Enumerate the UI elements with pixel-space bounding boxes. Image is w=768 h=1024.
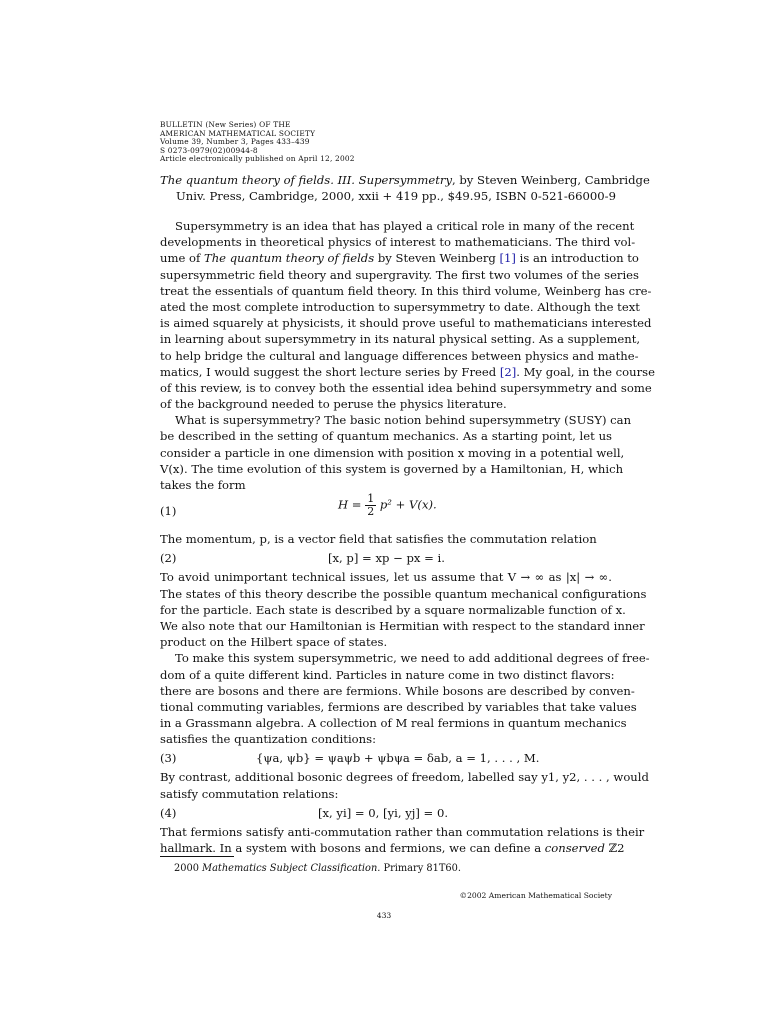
text-line: takes the form [160,478,246,492]
text-line: The momentum, p, is a vector field that satisfies the commutation relation [160,532,597,547]
eq-rhs: p² + V(x). [379,497,437,512]
text-line: product on the Hilbert space of states. [160,635,388,650]
text-line: ated the most complete introduction to supersymmetry to date. Although the text [160,299,640,314]
text-line: To avoid unimportant technical issues, let us assume that V → ∞ as |x| → ∞. [160,570,612,585]
text-line: of the background needed to peruse the physics literature. [160,397,507,412]
emphasis: conserved [544,841,605,855]
copyright-notice: ©2002 American Mathematical Society [459,891,612,900]
article-body [160,218,655,856]
header-line: BULLETIN (New Series) OF THE [160,120,291,129]
text-line: to help bridge the cultural and language differences between physics and mathe- [160,348,639,363]
text-run: . My goal, in the course [516,364,655,379]
citation-link[interactable]: [2] [499,364,517,379]
text-line: We also note that our Hamiltonian is Hermitian with respect to the standard inner [160,618,645,633]
review-title-line-1 [160,173,650,189]
equation-3 [160,747,612,769]
page-number: 433 [376,911,392,920]
footnote-rule [160,856,234,857]
text-line: satisfies the quantization conditions: [160,732,376,747]
equation-1 [160,493,612,531]
fraction-denominator: 2 [367,505,375,519]
text-line: dom of a quite different kind. Particles in nature come in two distinct flavors: [160,667,615,682]
text-line: tional commuting variables, fermions are described by variables that take values [160,699,637,714]
equation-number: (3) [160,751,177,766]
footnote [174,863,614,875]
book-publication-info: Univ. Press, Cambridge, 2000, xxii + 419 pp., $49.95, ISBN 0-521-66000-9 [176,188,616,203]
text-run: by Steven Weinberg [374,251,500,266]
equation-expression [338,493,437,518]
header-line: S 0273-0979(02)00944-8 [160,145,258,155]
text-run: matics, I would suggest the short lecture series by Freed [160,364,500,379]
text-line: consider a particle in one dimension with position x moving in a potential well, [160,445,625,460]
equation-number: (4) [160,805,177,820]
text-line: satisfy commutation relations: [160,786,339,801]
eq-lhs: H = [338,497,366,512]
equation-expression: [x, p] = xp − px = i. [328,551,445,566]
footnote-year: 2000 [174,863,203,874]
equation-number: (1) [160,504,177,519]
text-line: developments in theoretical physics of interest to mathematicians. The third vol- [160,235,636,250]
book-title-ref: The quantum theory of fields [203,251,375,266]
header-line: AMERICAN MATHEMATICAL SOCIETY [160,128,316,138]
text-line: in a Grassmann algebra. A collection of M real fermions in quantum mechanics [160,716,627,731]
text-line: of this review, is to convey both the essential idea behind supersymmetry and some [160,380,652,395]
journal-header [160,121,620,164]
text-line: there are bosons and there are fermions. While bosons are described by conven- [160,683,635,698]
header-line: Article electronically published on April 12, 2002 [160,154,355,164]
text-line: V(x). The time evolution of this system is governed by a Hamiltonian, H, which [160,461,624,476]
text-run: hallmark. In a system with bosons and fermions, we can define a [160,841,545,855]
text-line: in learning about supersymmetry in its natural physical setting. As a supplement, [160,332,641,347]
book-author: , by Steven Weinberg, Cambridge [452,173,650,187]
equation-4 [160,802,612,824]
fraction-numerator: 1 [367,492,375,506]
text-line: By contrast, additional bosonic degrees of freedom, labelled say y1, y2, . . . , would [160,770,649,785]
text-line [160,250,639,266]
equation-expression: {ψa, ψb} = ψaψb + ψbψa = δab, a = 1, . . . , M. [256,751,540,766]
text-line: What is supersymmetry? The basic notion behind supersymmetry (SUSY) can [175,413,632,428]
text-line: is aimed squarely at physicists, it should prove useful to mathematicians interested [160,316,652,331]
text-line: supersymmetric field theory and supergravity. The first two volumes of the series [160,267,639,282]
review-title [160,173,650,204]
text-line: The states of this theory describe the possible quantum mechanical configurations [160,586,647,601]
text-line: for the particle. Each state is described by a square normalizable function of x. [160,602,626,617]
footnote-classification: Primary 81T60. [380,863,461,874]
book-title: The quantum theory of fields. III. Supersymmetry [160,173,453,187]
text-run: ume of [160,251,204,266]
text-line: Supersymmetry is an idea that has played a critical role in many of the recent [175,219,635,233]
citation-link[interactable]: [1] [499,251,516,266]
header-line: Volume 39, Number 3, Pages 433–439 [160,137,310,147]
text-line: be described in the setting of quantum mechanics. As a starting point, let us [160,429,612,444]
text-line: treat the essentials of quantum field theory. In this third volume, Weinberg has cre- [160,283,652,298]
equation-number: (2) [160,551,177,566]
text-line: To make this system supersymmetric, we need to add additional degrees of free- [175,651,650,666]
fraction [365,493,376,518]
text-line [160,364,655,380]
equation-expression: [x, yi] = 0, [yi, yj] = 0. [318,805,449,820]
text-run: ℤ2 [604,841,625,855]
text-run: is an introduction to [515,251,639,266]
text-line [160,840,625,856]
equation-2 [160,547,612,569]
text-line: That fermions satisfy anti-commutation rather than commutation relations is their [160,824,645,839]
footnote-msc-label: Mathematics Subject Classification. [202,863,381,874]
